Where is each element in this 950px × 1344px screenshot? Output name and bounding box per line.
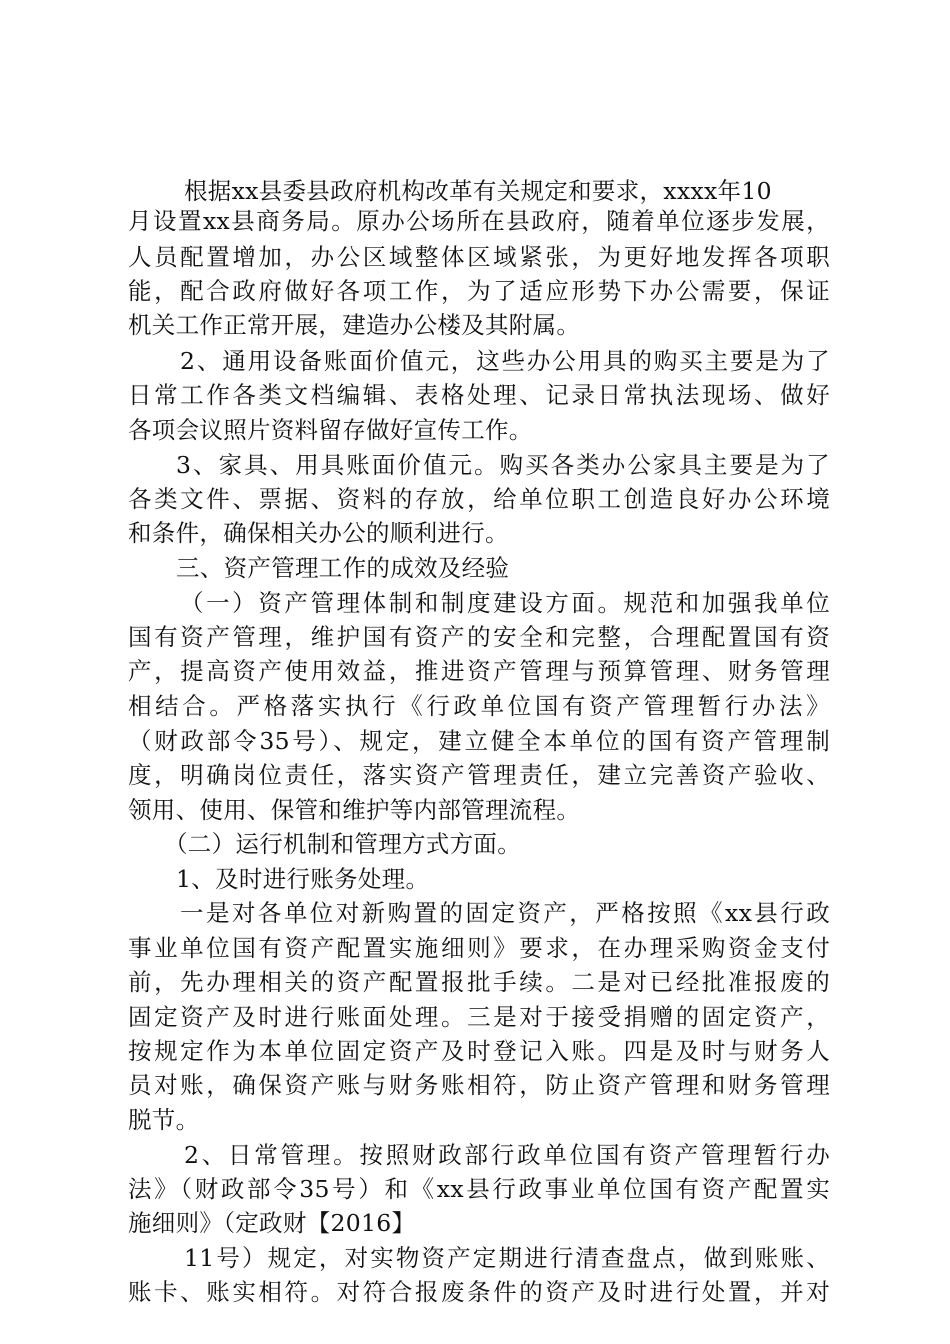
text-line: 各项会议照片资料留存做好宣传工作。 (128, 416, 533, 444)
text-line: （一）资产管理体制和制度建设方面。规范和加强我单位 (180, 589, 830, 617)
text-line: 2、通用设备账面价值元，这些办公用具的购买主要是为了 (180, 347, 830, 375)
section-heading: （二）运行机制和管理方式方面。 (164, 830, 521, 858)
text-line: （财政部令35号）、规定，建立健全本单位的国有资产管理制 (128, 727, 830, 755)
text-line: 领用、使用、保管和维护等内部管理流程。 (128, 796, 581, 824)
text-line: 施细则》（定政财【2016】 (128, 1209, 416, 1237)
text-line: 按规定作为本单位固定资产及时登记入账。四是及时与财务人 (128, 1037, 830, 1065)
text-line: 3、家具、用具账面价值元。购买各类办公家具主要是为了 (176, 451, 830, 479)
section-heading: 1、及时进行账务处理。 (176, 865, 430, 893)
section-heading: 三、资产管理工作的成效及经验 (176, 554, 510, 582)
text-line: 2、日常管理。按照财政部行政单位国有资产管理暂行办 (184, 1141, 830, 1169)
text-line: 员对账，确保资产账与财务账相符，防止资产管理和财务管理 (128, 1071, 830, 1099)
text-line: 相结合。严格落实执行《行政单位国有资产管理暂行办法》 (128, 692, 830, 720)
text-line: 一是对各单位对新购置的固定资产，严格按照《xx县行政 (180, 899, 830, 927)
text-line: 机关工作正常开展，建造办公楼及其附属。 (128, 311, 581, 339)
text-line: 法》（财政部令35号）和《xx县行政事业单位国有资产配置实 (128, 1175, 830, 1203)
text-line: 根据xx县委县政府机构改革有关规定和要求，xxxx年10 (184, 177, 772, 205)
text-line: 账卡、账实相符。对符合报废条件的资产及时进行处置，并对 (128, 1278, 830, 1306)
text-line: 固定资产及时进行账面处理。三是对于接受捐赠的固定资产， (128, 1003, 830, 1031)
text-line: 能，配合政府做好各项工作，为了适应形势下办公需要，保证 (128, 277, 830, 305)
text-line: 日常工作各类文档编辑、表格处理、记录日常执法现场、做好 (128, 381, 830, 409)
text-line: 产，提高资产使用效益，推进资产管理与预算管理、财务管理 (128, 657, 830, 685)
text-line: 人员配置增加，办公区域整体区域紧张，为更好地发挥各项职 (128, 243, 830, 271)
text-line: 事业单位国有资产配置实施细则》要求，在办理采购资金支付 (128, 934, 830, 962)
text-line: 度，明确岗位责任，落实资产管理责任，建立完善资产验收、 (128, 761, 830, 789)
text-line: 脱节。 (128, 1106, 200, 1134)
text-line: 月设置xx县商务局。原办公场所在县政府，随着单位逐步发展， (128, 207, 830, 235)
text-line: 前，先办理相关的资产配置报批手续。二是对已经批准报废的 (128, 968, 830, 996)
text-line: 各类文件、票据、资料的存放，给单位职工创造良好办公环境 (128, 485, 830, 513)
text-line: 11号）规定，对实物资产定期进行清查盘点，做到账账、 (184, 1244, 830, 1272)
text-line: 国有资产管理，维护国有资产的安全和完整，合理配置国有资 (128, 623, 830, 651)
text-line: 和条件，确保相关办公的顺利进行。 (128, 519, 509, 547)
